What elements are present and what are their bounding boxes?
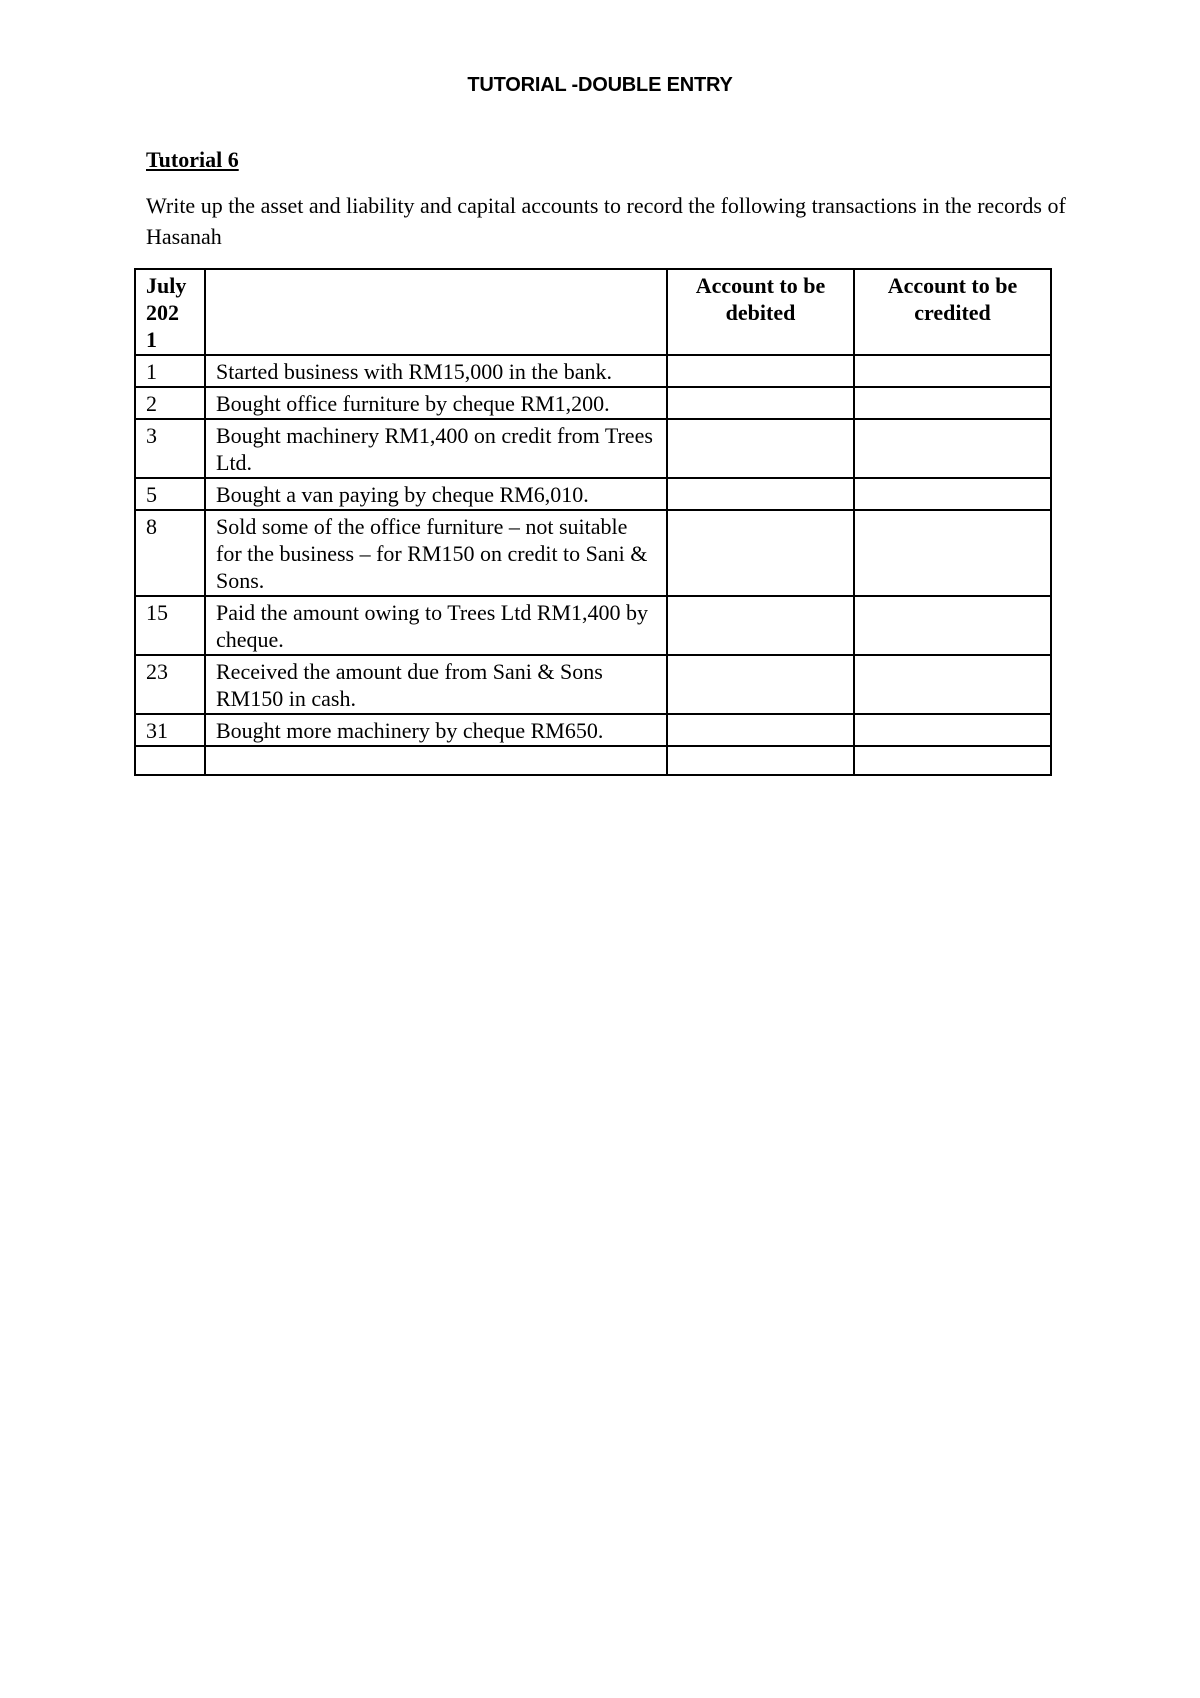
- row-date: 15: [135, 596, 205, 655]
- row-description: Bought a van paying by cheque RM6,010.: [205, 478, 667, 510]
- table-row: [135, 478, 1051, 510]
- row-debited-cell[interactable]: [667, 355, 854, 387]
- row-credited-cell[interactable]: [854, 596, 1051, 655]
- row-debited-cell[interactable]: [667, 714, 854, 746]
- row-description: Started business with RM15,000 in the bank.: [205, 355, 667, 387]
- row-debited-cell[interactable]: [667, 596, 854, 655]
- row-description: [205, 746, 667, 775]
- table-row: [135, 510, 1051, 596]
- transactions-table: [134, 268, 1052, 776]
- row-date: 31: [135, 714, 205, 746]
- table-row: [135, 419, 1051, 478]
- row-date: 1: [135, 355, 205, 387]
- table-header-row: [135, 269, 1051, 355]
- description-column-header: [205, 269, 667, 355]
- row-credited-cell[interactable]: [854, 655, 1051, 714]
- row-credited-cell[interactable]: [854, 510, 1051, 596]
- row-debited-cell[interactable]: [667, 419, 854, 478]
- table-row: [135, 596, 1051, 655]
- row-description: Sold some of the office furniture – not suitable for the business – for RM150 on credit to Sani & Sons.: [205, 510, 667, 596]
- document-title: TUTORIAL -DOUBLE ENTRY: [467, 74, 733, 96]
- date-column-header: July 202 1: [135, 269, 205, 355]
- row-credited-cell[interactable]: [854, 714, 1051, 746]
- row-credited-cell[interactable]: [854, 478, 1051, 510]
- credited-column-header: Account to be credited: [854, 269, 1051, 355]
- row-credited-cell[interactable]: [854, 387, 1051, 419]
- row-date: 2: [135, 387, 205, 419]
- row-date: 23: [135, 655, 205, 714]
- row-debited-cell[interactable]: [667, 387, 854, 419]
- row-debited-cell[interactable]: [667, 510, 854, 596]
- row-debited-cell[interactable]: [667, 746, 854, 775]
- row-debited-cell[interactable]: [667, 478, 854, 510]
- row-description: Bought more machinery by cheque RM650.: [205, 714, 667, 746]
- row-date: 3: [135, 419, 205, 478]
- table-row: [135, 655, 1051, 714]
- row-credited-cell[interactable]: [854, 355, 1051, 387]
- table-row: [135, 746, 1051, 775]
- row-credited-cell[interactable]: [854, 746, 1051, 775]
- row-date: 8: [135, 510, 205, 596]
- table-row: [135, 355, 1051, 387]
- tutorial-heading: Tutorial 6: [146, 147, 239, 172]
- row-date: 5: [135, 478, 205, 510]
- debited-column-header: Account to be debited: [667, 269, 854, 355]
- table-row: [135, 714, 1051, 746]
- row-description: Bought machinery RM1,400 on credit from Trees Ltd.: [205, 419, 667, 478]
- row-description: Bought office furniture by cheque RM1,200.: [205, 387, 667, 419]
- row-debited-cell[interactable]: [667, 655, 854, 714]
- row-description: Received the amount due from Sani & Sons RM150 in cash.: [205, 655, 667, 714]
- row-description: Paid the amount owing to Trees Ltd RM1,400 by cheque.: [205, 596, 667, 655]
- row-date: [135, 746, 205, 775]
- table-row: [135, 387, 1051, 419]
- instructions-text: Write up the asset and liability and capital accounts to record the following transactions in the records of Hasanah: [146, 193, 1066, 249]
- row-credited-cell[interactable]: [854, 419, 1051, 478]
